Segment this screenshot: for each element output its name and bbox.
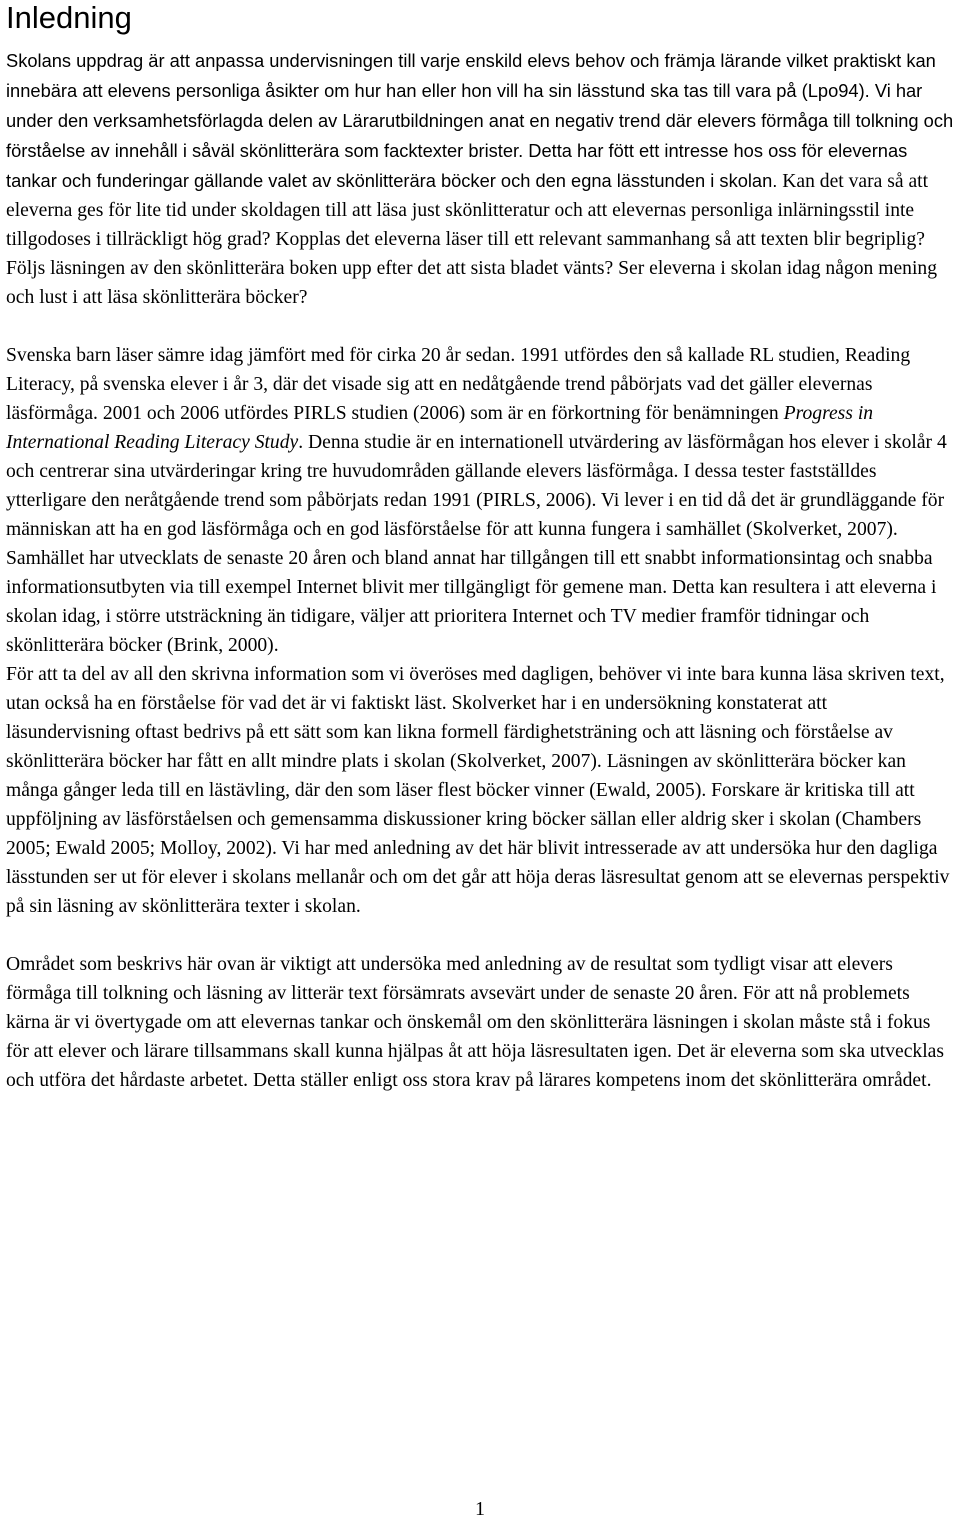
document-page (6, 0, 956, 1095)
paragraph-reading-decline-text: Svenska barn läser sämre idag jämfört med för cirka 20 år sedan. 1991 utfördes den så kallade RL studien, Reading Literacy, på svenska elever i år 3, där det visade sig att en nedåtgående trend påbörjats vad det gäller elevernas läsförmåga. 2001 och 2006 utfördes PIRLS studien (2006) som är en förkortning för benämningen (6, 345, 911, 424)
paragraph-intro-sans-text: Skolans uppdrag är att anpassa undervisningen till varje enskild elevs behov och främja lärande vilket praktiskt kan innebära att elevens personliga åsikter om hur han eller hon vill ha sin lässtund ska tas till vara på (Lpo94). Vi har under den verksamhetsförlagda delen av Lärarutbildningen anat en negativ trend där elevers förmåga till tolkning och förståelse av innehåll i såväl skönlitterära som facktexter brister. Detta har fött ett intresse hos oss för elevernas tankar och funderingar gällande valet av skönlitterära böcker och den egna lässtunden i skolan. (6, 50, 954, 191)
paragraph-problem-area: Området som beskrivs här ovan är viktigt att undersöka med anledning av de resultat som tydligt visar att elevers förmåga till tolkning och läsning av litterär text försämrats avsevärt under de senaste 20 åren. För att nå problemets kärna är vi övertygade om att elevernas tankar och önskemål om den skönlitterära läsningen i skolan måste stå i fokus för att elever och lärare tillsammans skall kunna hjälpas åt att höja läsresultaten igen. Det är eleverna som ska utvecklas och utföra det hårdaste arbetet. Detta ställer enligt oss stora krav på lärares kompetens inom det skönlitterära området. (6, 954, 944, 1091)
paragraph-reading-decline (6, 341, 956, 921)
paragraph-reading-decline-continuation: För att ta del av all den skrivna information som vi överöses med dagligen, behöver vi inte bara kunna läsa skriven text, utan också ha en förståelse för vad det är vi faktiskt läst. Skolverket har i en undersökning konstaterat att läsundervisning oftast bedrivs på ett sätt som kan likna formell färdighetsträning och att läsning och förståelse av skönlitterära böcker har fått en allt mindre plats i skolan (Skolverket, 2007). Läsningen av skönlitterära böcker kan många gånger leda till en lästävling, där den som läser flest böcker vinner (Ewald, 2005). Forskare är kritiska till att uppföljning av läsförståelsen och gemensamma diskussioner kring böcker sällan eller aldrig sker i skolan (Chambers 2005; Ewald 2005; Molloy, 2002). Vi har med anledning av det här blivit intresserade av att undersöka hur den dagliga lässtunden ser ut för elever i skolans mellanår och om det går att höja deras läsresultat genom att se elevernas perspektiv på sin läsning av skönlitterära texter i skolan. (6, 664, 950, 917)
paragraph-intro (6, 46, 956, 312)
page-number: 1 (475, 1498, 485, 1520)
study-title-italic: Progress in International Reading Literacy Study (6, 403, 874, 453)
paragraph-intro-serif-text: Kan det vara så att eleverna ges för lite tid under skoldagen till att läsa just skönlitteratur och att elevernas personliga inlärningsstil inte tillgodoses i tillräckligt hög grad? Kopplas det eleverna läser till ett relevant sammanhang så att texten blir begriplig? Följs läsningen av den skönlitterära boken upp efter det att sista bladet vänts? Ser eleverna i skolan idag någon mening och lust i att läsa skönlitterära böcker? (6, 171, 937, 308)
page-title: Inledning (6, 0, 132, 35)
paragraph-reading-decline-text-2: . Denna studie är en internationell utvärdering av läsförmågan hos elever i skolår 4 och centrerar sina utvärderingar kring tre huvudområden gällande elevers läsförmåga. I dessa tester fastställdes ytterligare den neråtgående trend som påbörjats redan 1991 (PIRLS, 2006). Vi lever i en tid då det är grundläggande för människan att ha en god läsförmåga och en god läsförståelse för att kunna fungera i samhället (Skolverket, 2007). Samhället har utvecklats de senaste 20 åren och bland annat har tillgången till ett snabbt informationsintag och snabba informationsutbyten via till exempel Internet blivit mer tillgängligt för gemene man. Detta kan resultera i att eleverna i skolan idag, i större utsträckning än tidigare, väljer att prioritera Internet och TV medier framför tidningar och skönlitterära böcker (Brink, 2000). (6, 432, 947, 656)
